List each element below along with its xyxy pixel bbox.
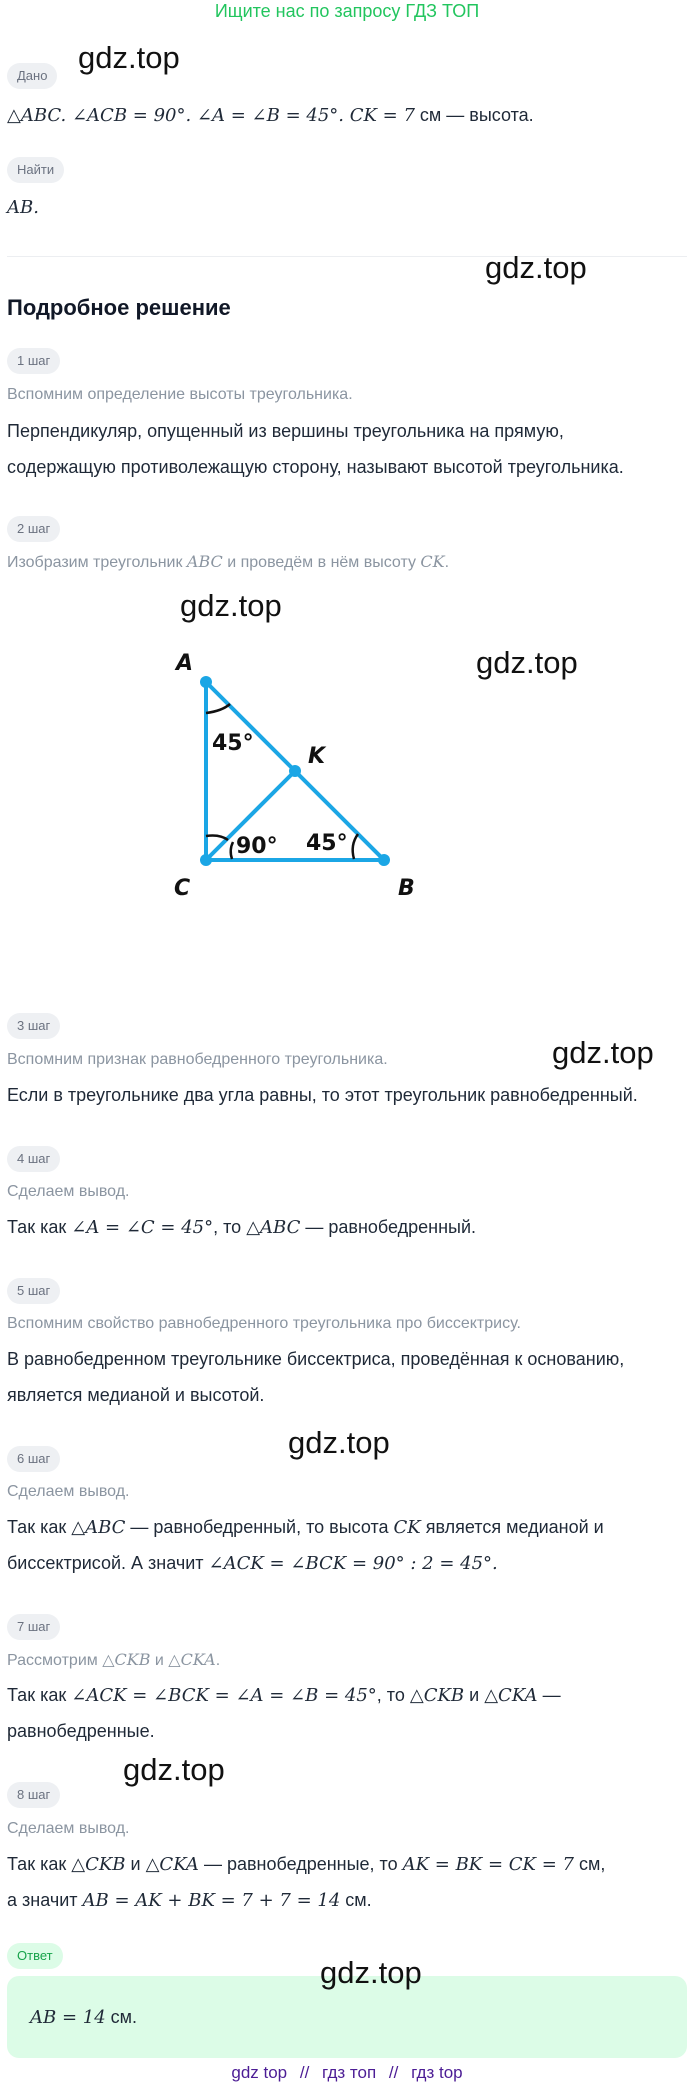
step-1-tag: 1 шаг <box>7 348 60 374</box>
search-banner[interactable]: Ищите нас по запросу ГДЗ ТОП <box>214 1 480 21</box>
step-7-tag: 7 шаг <box>7 1614 60 1640</box>
given-tag: Дано <box>7 63 57 89</box>
step-4-hint: Сделаем вывод. <box>7 1183 130 1200</box>
find-text: AB. <box>7 197 39 218</box>
triangle-figure <box>160 640 420 900</box>
step-2-hint: Изобразим треугольник ABC и проведём в нём высоту CK. <box>7 552 450 571</box>
step-4-line-1: Так как ∠A = ∠C = 45°, то △ABC — равнобедренный. <box>7 1217 477 1238</box>
point-a <box>200 676 212 688</box>
point-k <box>289 765 301 777</box>
step-1-line-2: содержащую противолежащую сторону, называют высотой треугольника. <box>7 457 624 477</box>
label-c: C <box>174 876 191 900</box>
angle-c-arc-2 <box>231 842 233 859</box>
solution-title: Подробное решение <box>7 295 231 320</box>
step-6-line-2: биссектрисой. А значит ∠ACK = ∠BCK = 90° : 2 = 45°. <box>7 1553 498 1574</box>
footer-separator: // <box>299 2063 310 2082</box>
step-5-hint: Вспомним свойство равнобедренного треугольника про биссектрису. <box>7 1315 521 1332</box>
angle-c-label: 90° <box>236 834 278 859</box>
step-4-tag: 4 шаг <box>7 1146 60 1172</box>
step-7-line-2: равнобедренные. <box>7 1721 155 1741</box>
find-tag: Найти <box>7 157 64 183</box>
watermark: gdz.top <box>288 1425 390 1460</box>
watermark: gdz.top <box>476 645 578 680</box>
step-5-tag: 5 шаг <box>7 1278 60 1304</box>
footer-link-2[interactable]: гдз топ <box>322 2063 377 2082</box>
point-b <box>378 854 390 866</box>
step-6-tag: 6 шаг <box>7 1446 60 1472</box>
watermark: gdz.top <box>123 1752 225 1787</box>
step-5-line-1: В равнобедренном треугольнике биссектриса, проведённая к основанию, <box>7 1349 625 1369</box>
step-7-hint: Рассмотрим △CKB и △CKA. <box>7 1650 221 1669</box>
step-7-line-1: Так как ∠ACK = ∠BCK = ∠A = ∠B = 45°, то △CKB и △CKA — <box>7 1685 561 1706</box>
footer-link-3[interactable]: гдз top <box>411 2063 463 2082</box>
watermark: gdz.top <box>552 1035 654 1070</box>
watermark: gdz.top <box>320 1955 422 1990</box>
step-3-line-1: Если в треугольнике два угла равны, то этот треугольник равнобедренный. <box>7 1085 638 1105</box>
point-c <box>200 854 212 866</box>
label-a: A <box>176 651 194 676</box>
step-3-tag: 3 шаг <box>7 1013 60 1039</box>
watermark: gdz.top <box>78 40 180 75</box>
angle-a-arc <box>206 704 230 713</box>
step-6-hint: Сделаем вывод. <box>7 1483 130 1500</box>
label-b: B <box>398 876 415 900</box>
step-8-line-2: а значит AB = AK + BK = 7 + 7 = 14 см. <box>7 1890 372 1911</box>
footer-link-1[interactable]: gdz top <box>231 2063 288 2082</box>
footer-separator: // <box>388 2063 399 2082</box>
watermark: gdz.top <box>180 588 282 623</box>
step-5-line-2: является медианой и высотой. <box>7 1385 265 1405</box>
angle-b-label: 45° <box>306 831 348 856</box>
label-k: K <box>308 744 326 769</box>
angle-b-arc <box>353 834 358 859</box>
footer-links <box>0 2063 694 2083</box>
step-8-line-1: Так как △CKB и △CKA — равнобедренные, то AK = BK = CK = 7 см, <box>7 1854 606 1875</box>
step-3-hint: Вспомним признак равнобедренного треугольника. <box>7 1051 388 1068</box>
answer-tag: Ответ <box>7 1943 63 1969</box>
step-6-line-1: Так как △ABC — равнобедренный, то высота CK является медианой и <box>7 1517 604 1538</box>
step-1-line-1: Перпендикуляр, опущенный из вершины треугольника на прямую, <box>7 421 564 441</box>
step-8-tag: 8 шаг <box>7 1782 60 1808</box>
step-2-tag: 2 шаг <box>7 516 60 542</box>
step-8-hint: Сделаем вывод. <box>7 1820 130 1837</box>
answer-text: AB = 14 см. <box>30 2007 138 2028</box>
angle-c-arc <box>206 836 228 841</box>
watermark: gdz.top <box>485 250 587 285</box>
step-1-hint: Вспомним определение высоты треугольника. <box>7 386 353 403</box>
given-text: △ABC. ∠ACB = 90°. ∠A = ∠B = 45°. CK = 7 см — высота. <box>7 105 534 126</box>
angle-a-label: 45° <box>212 731 254 756</box>
